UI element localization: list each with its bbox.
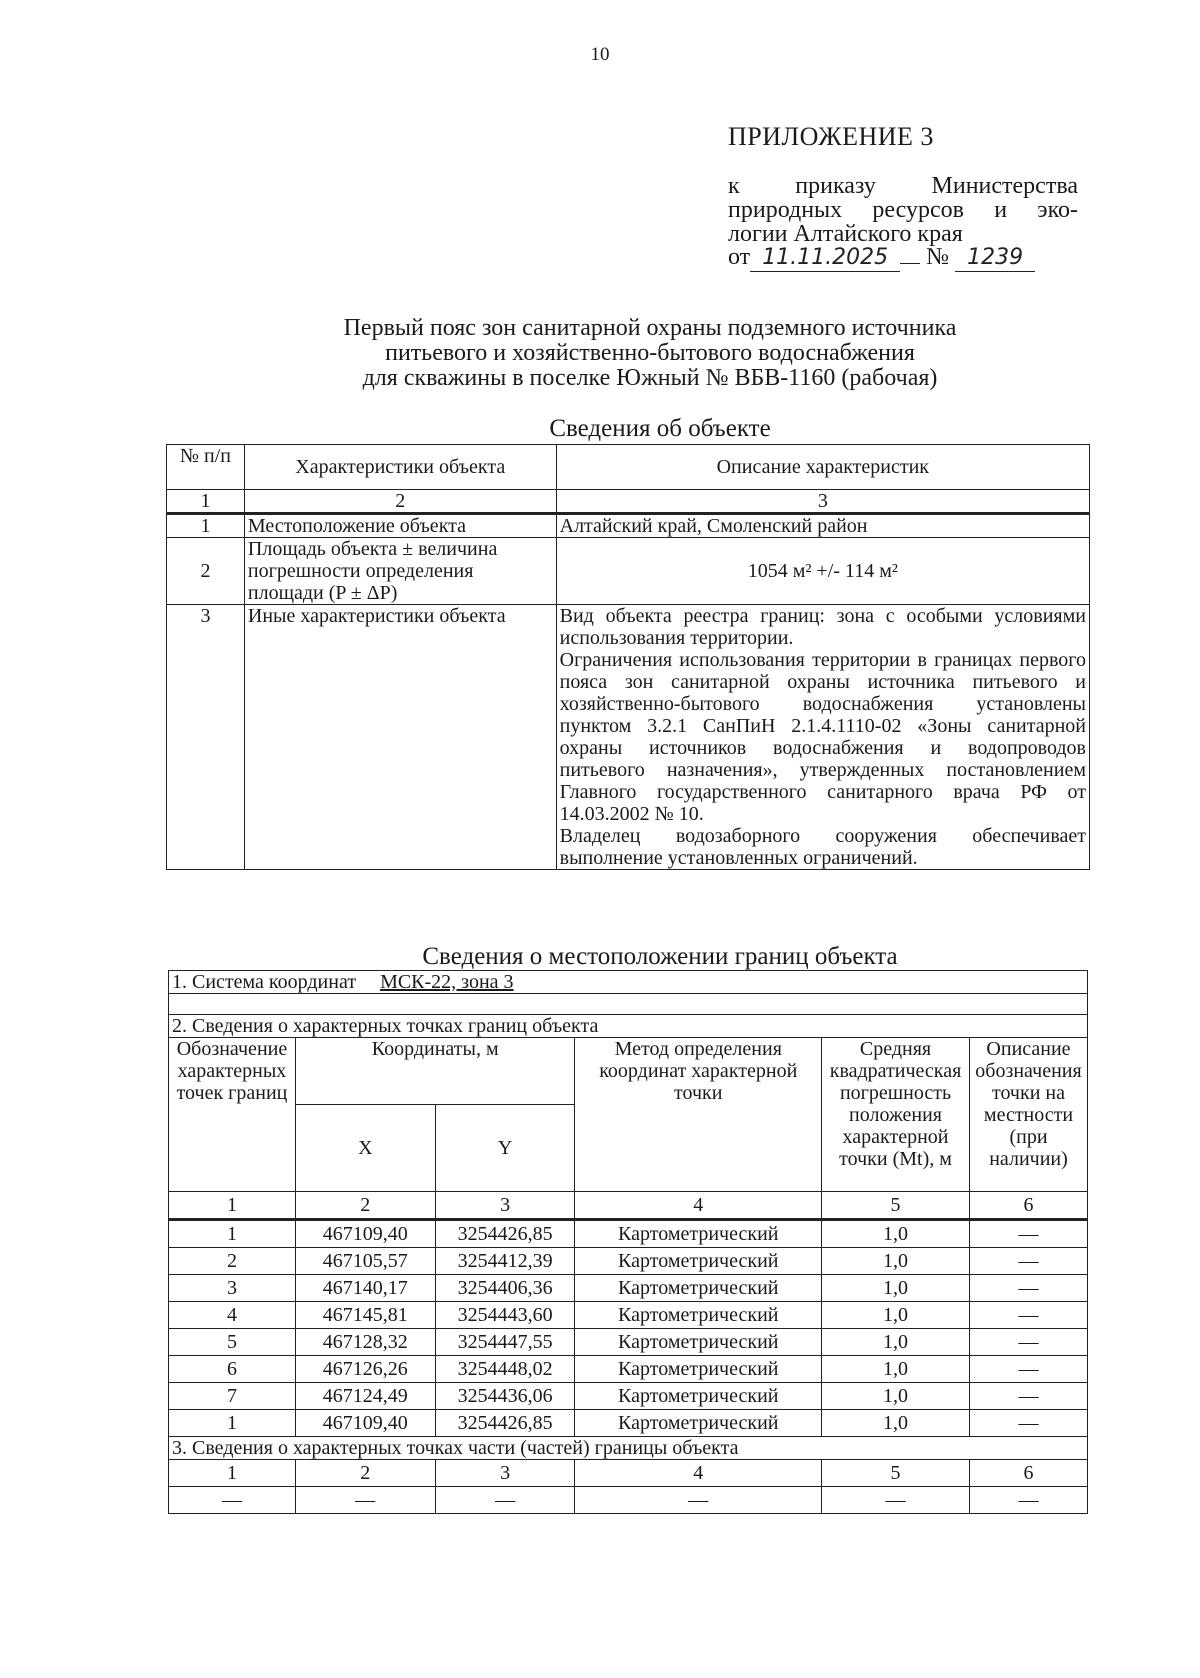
point-error: 1,0 [822,1383,970,1410]
index-cell: 4 [575,1460,822,1487]
header-number: № п/п [167,445,245,490]
index-cell: 1 [169,1192,296,1220]
appendix-line: логии Алтайского края [728,221,963,247]
point-error: 1,0 [822,1329,970,1356]
point-description: — [969,1383,1087,1410]
index-cell: 6 [969,1192,1087,1220]
point-method: Картометрический [575,1329,822,1356]
row-value: 1054 м² +/- 114 м² [556,538,1089,605]
point-x: 467126,26 [295,1356,435,1383]
point-id: 4 [169,1302,296,1329]
point-description: — [969,1302,1087,1329]
header-coordinates: Координаты, м [295,1038,575,1105]
index-cell: 2 [295,1192,435,1220]
point-error: 1,0 [822,1275,970,1302]
point-y: 3254436,06 [435,1383,575,1410]
index-cell: 4 [575,1192,822,1220]
point-method: Картометрический [575,1220,822,1248]
description-paragraph: Ограничения использования территории в границах первого пояса зон санитарной охраны источника питьевого и хозяйственно-бытового водоснабжения установлены пунктом 3.2.1 СанПиН 2.1.4.1110-02 «Зоны санитарной охраны источников водоснабжения и водопроводов питьевого назначения», утвержденных постановлением Главного государственного санитарного врача РФ от 14.03.2002 № 10. [559,649,1086,825]
document-title-line: Первый пояс зон санитарной охраны подземного источника [343,315,957,341]
point-id: 2 [169,1248,296,1275]
boundary-info-title: Сведения о местоположении границ объекта [422,943,898,970]
point-method: Картометрический [575,1383,822,1410]
table-row [167,538,1090,605]
document-title-line: питьевого и хозяйственно-бытового водоснабжения [385,340,915,366]
index-cell: 2 [244,490,556,514]
row-number: 3 [167,605,245,870]
index-cell: 3 [556,490,1089,514]
section-label-row [169,1015,1088,1038]
point-error: 1,0 [822,1302,970,1329]
header-description: Описание обозначения точки на местности (при наличии) [969,1038,1087,1192]
table-row [169,1275,1088,1302]
handwritten-date: 11.11.2025 [750,244,900,272]
point-x: 467105,57 [295,1248,435,1275]
empty-cell: — [575,1487,822,1514]
point-id: 1 [169,1220,296,1248]
point-method: Картометрический [575,1275,822,1302]
index-cell: 1 [167,490,245,514]
point-y: 3254426,85 [435,1410,575,1437]
table-row [167,514,1090,538]
point-y: 3254426,85 [435,1220,575,1248]
row-number: 2 [167,538,245,605]
table-header-row [169,1038,1088,1105]
header-description: Описание характеристик [556,445,1089,490]
point-x: 467124,49 [295,1383,435,1410]
point-id: 5 [169,1329,296,1356]
table-row [169,1410,1088,1437]
table-row [169,1383,1088,1410]
appendix-line: к приказу Министерства [728,173,1078,199]
table-row [169,1220,1088,1248]
point-error: 1,0 [822,1356,970,1383]
index-cell: 6 [969,1460,1087,1487]
header-y: Y [435,1105,575,1192]
page-number: 10 [590,44,610,65]
description-paragraph: Вид объекта реестра границ: зона с особыми условиями использования территории. [559,605,1086,649]
point-description: — [969,1220,1087,1248]
index-cell: 3 [435,1460,575,1487]
row-characteristic: Иные характеристики объекта [244,605,556,870]
handwritten-number: 1239 [955,244,1035,272]
header-method: Метод определения координат характерной точки [575,1038,822,1192]
point-id: 6 [169,1356,296,1383]
row-characteristic: Площадь объекта ± величина погрешности определения площади (P ± ΔP) [244,538,556,605]
table-index-row [169,1460,1088,1487]
table-index-row [169,1192,1088,1220]
point-x: 467128,32 [295,1329,435,1356]
point-id: 3 [169,1275,296,1302]
table-header-row [167,445,1090,490]
index-cell: 5 [822,1460,970,1487]
appendix-date-number [728,244,1035,272]
point-description: — [969,1356,1087,1383]
coordinate-system-cell [169,971,1088,994]
coordinate-system-value: МСК-22, зона 3 [380,971,514,993]
header-characteristics: Характеристики объекта [244,445,556,490]
index-cell: 2 [295,1460,435,1487]
header-x: X [295,1105,435,1192]
point-y: 3254447,55 [435,1329,575,1356]
row-value [556,605,1089,870]
index-cell: 1 [169,1460,296,1487]
point-description: — [969,1275,1087,1302]
table-row [169,1329,1088,1356]
index-cell: 5 [822,1192,970,1220]
point-method: Картометрический [575,1302,822,1329]
index-cell: 3 [435,1192,575,1220]
appendix-reference [728,174,1078,246]
point-x: 467109,40 [295,1410,435,1437]
row-number: 1 [167,514,245,538]
point-y: 3254412,39 [435,1248,575,1275]
boundary-info-table [168,970,1088,1514]
point-x: 467109,40 [295,1220,435,1248]
spacer-row [169,994,1088,1015]
empty-cell: — [969,1487,1087,1514]
section2-label: 2. Сведения о характерных точках границ объекта [169,1015,1088,1038]
point-description: — [969,1410,1087,1437]
row-characteristic: Местоположение объекта [244,514,556,538]
document-title-line: для скважины в поселке Южный № ВБВ-1160 (рабочая) [362,365,938,391]
point-id: 7 [169,1383,296,1410]
table-row [169,1302,1088,1329]
table-row [169,1356,1088,1383]
document-title [150,316,1150,391]
coordinate-system-label: 1. Система координат [172,971,357,993]
object-info-title: Сведения об объекте [549,415,771,442]
empty-cell: — [822,1487,970,1514]
section3-label: 3. Сведения о характерных точках части (частей) границы объекта [169,1437,1088,1460]
table-row [169,1487,1088,1514]
empty-cell: — [295,1487,435,1514]
point-method: Картометрический [575,1410,822,1437]
table-row [169,1248,1088,1275]
point-description: — [969,1248,1087,1275]
number-prefix: № [926,244,950,270]
point-description: — [969,1329,1087,1356]
object-info-table [166,444,1090,870]
point-error: 1,0 [822,1410,970,1437]
point-method: Картометрический [575,1356,822,1383]
point-id: 1 [169,1410,296,1437]
point-x: 467145,81 [295,1302,435,1329]
description-paragraph: Владелец водозаборного сооружения обеспечивает выполнение установленных ограничений. [559,825,1086,869]
header-error: Средняя квадратическая погрешность положения характерной точки (Mt), м [822,1038,970,1192]
point-y: 3254448,02 [435,1356,575,1383]
row-value: Алтайский край, Смоленский район [556,514,1089,538]
coordinate-system-row [169,971,1088,994]
empty-cell: — [169,1487,296,1514]
section-label-row [169,1437,1088,1460]
point-error: 1,0 [822,1248,970,1275]
table-index-row [167,490,1090,514]
header-designation: Обозначение характерных точек границ [169,1038,296,1192]
appendix-line: природных ресурсов и эко- [728,197,1078,223]
table-row [167,605,1090,870]
date-prefix: от [728,244,751,270]
point-y: 3254406,36 [435,1275,575,1302]
empty-cell: — [435,1487,575,1514]
point-x: 467140,17 [295,1275,435,1302]
point-method: Картометрический [575,1248,822,1275]
point-error: 1,0 [822,1220,970,1248]
appendix-title: ПРИЛОЖЕНИЕ 3 [728,122,934,151]
point-y: 3254443,60 [435,1302,575,1329]
